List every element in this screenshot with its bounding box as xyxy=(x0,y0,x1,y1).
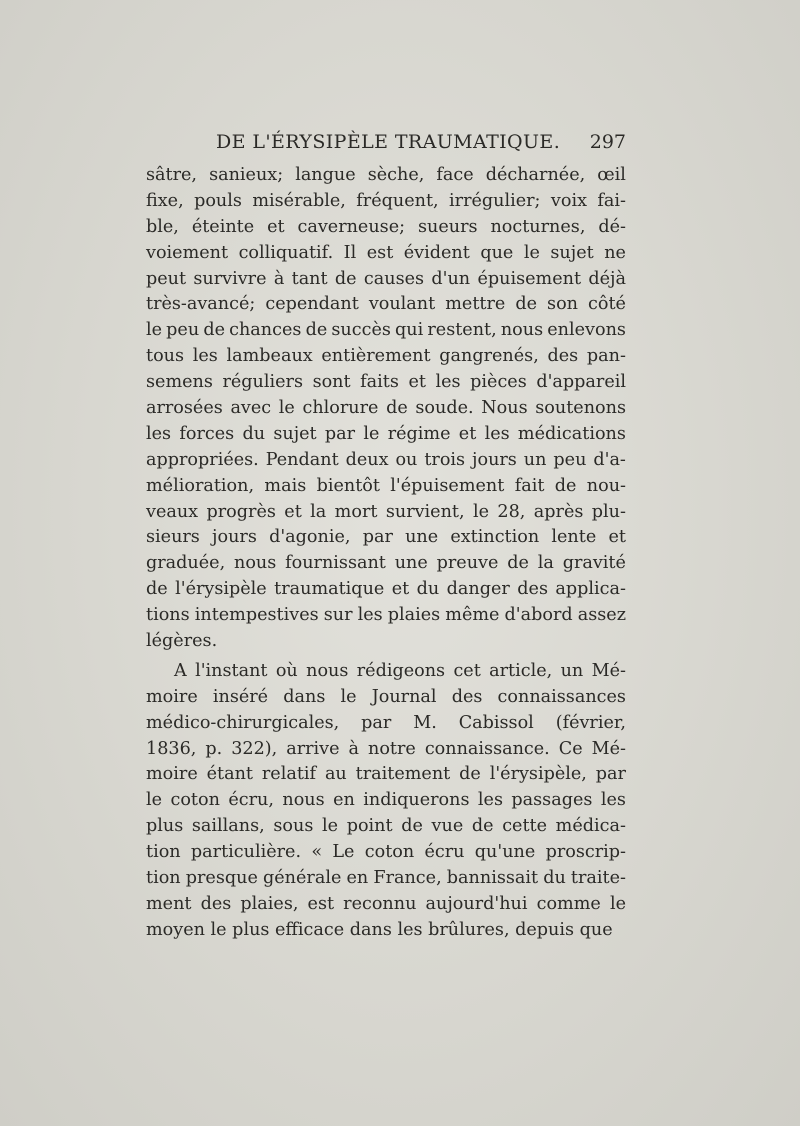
text-line: moyen le plus efficace dans les brûlures, depuis que xyxy=(146,919,613,940)
text-line: peut survivre à tant de causes d'un épuisement déjà xyxy=(146,268,626,289)
text-line: appropriées. Pendant deux ou trois jours un peu d'a- xyxy=(146,449,626,470)
text-line: voiement colliquatif. Il est évident que le sujet ne xyxy=(146,242,626,263)
text-line: les forces du sujet par le régime et les médications xyxy=(146,423,626,444)
text-line: tions intempestives sur les plaies même d'abord assez xyxy=(146,605,626,626)
text-line: A l'instant où nous rédigeons cet article, un Mé- xyxy=(174,660,626,681)
text-line: arrosées avec le chlorure de soude. Nous soutenons xyxy=(146,398,626,419)
text-line: veaux progrès et la mort survient, le 28, après plu- xyxy=(146,501,626,522)
text-line: moire inséré dans le Journal des connaissances xyxy=(146,686,626,707)
text-line: de l'érysipèle traumatique et du danger des applica- xyxy=(146,579,626,600)
text-line: semens réguliers sont faits et les pièces d'appareil xyxy=(146,372,626,393)
text-line: très-avancé; cependant voulant mettre de son côté xyxy=(146,294,626,315)
paragraph xyxy=(146,659,626,944)
text-line: tion particulière. « Le coton écru qu'une proscrip- xyxy=(146,842,626,863)
page-header xyxy=(146,131,626,157)
text-line: médico-chirurgicales, par M. Cabissol (février, xyxy=(146,712,626,733)
text-line: sâtre, sanieux; langue sèche, face décharnée, œil xyxy=(146,165,626,185)
text-line: le coton écru, nous en indiquerons les passages les xyxy=(146,790,626,811)
text-line: légères. xyxy=(146,631,218,652)
text-line: tous les lambeaux entièrement gangrenés, des pan- xyxy=(146,346,626,367)
text-line: mélioration, mais bientôt l'épuisement fait de nou- xyxy=(146,475,626,496)
text-line: moire étant relatif au traitement de l'érysipèle, par xyxy=(146,764,626,785)
text-line: ble, éteinte et caverneuse; sueurs nocturnes, dé- xyxy=(146,216,626,237)
paragraph xyxy=(146,163,626,655)
text-line: graduée, nous fournissant une preuve de la gravité xyxy=(146,553,626,574)
body-text xyxy=(146,163,626,944)
text-line: plus saillans, sous le point de vue de cette médica- xyxy=(146,816,626,837)
page-number: 297 xyxy=(589,131,626,153)
text-line: le peu de chances de succès qui restent, nous enlevons xyxy=(146,320,626,341)
text-line: fixe, pouls misérable, fréquent, irrégulier; voix fai- xyxy=(146,190,626,211)
text-line: sieurs jours d'agonie, par une extinction lente et xyxy=(146,527,626,548)
text-line: tion presque générale en France, bannissait du traite- xyxy=(146,868,626,889)
running-head: DE L'ÉRYSIPÈLE TRAUMATIQUE. xyxy=(216,131,561,153)
text-line: 1836, p. 322), arrive à notre connaissance. Ce Mé- xyxy=(146,738,626,759)
text-line: ment des plaies, est reconnu aujourd'hui comme le xyxy=(146,893,626,914)
